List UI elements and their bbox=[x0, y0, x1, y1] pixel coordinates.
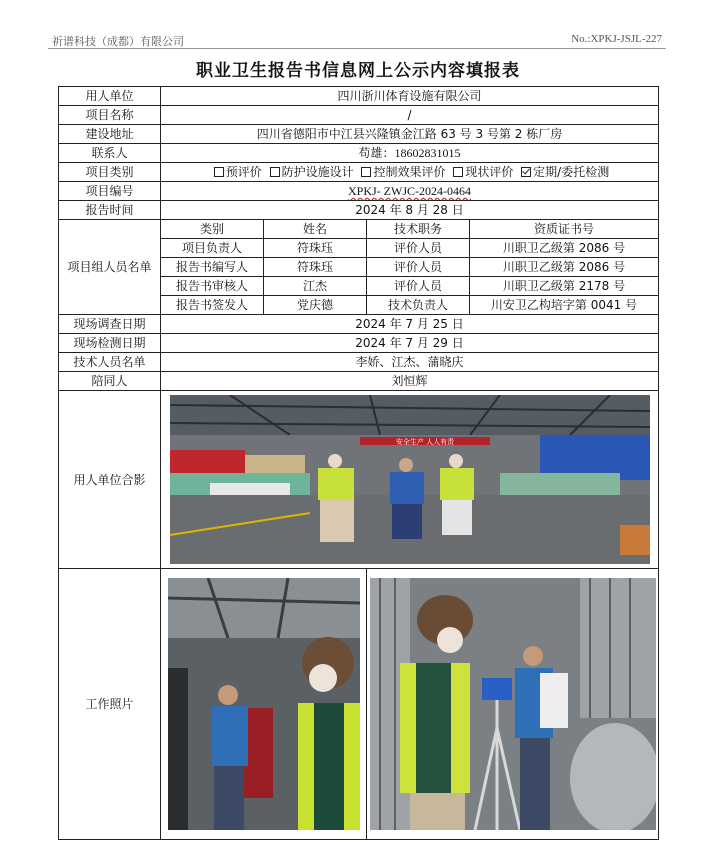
category-option-label: 定期/委托检测 bbox=[533, 165, 610, 179]
category-option-label: 现状评价 bbox=[465, 165, 514, 179]
label-project-no: 项目编号 bbox=[59, 182, 161, 201]
row-report-date bbox=[59, 201, 659, 220]
label-group-photo: 用人单位合影 bbox=[59, 391, 161, 569]
row-project-name bbox=[59, 106, 659, 125]
member-role: 项目负责人 bbox=[161, 239, 264, 258]
value-employer: 四川浙川体育设施有限公司 bbox=[161, 87, 659, 106]
category-option[interactable] bbox=[210, 165, 262, 179]
member-role: 报告书编写人 bbox=[161, 258, 264, 277]
value-contact: 苟雄：18602831015 bbox=[161, 144, 659, 163]
member-title: 评价人员 bbox=[367, 277, 470, 296]
label-members: 项目组人员名单 bbox=[59, 220, 161, 315]
label-project-name: 项目名称 bbox=[59, 106, 161, 125]
row-project-no bbox=[59, 182, 659, 201]
category-options bbox=[161, 163, 659, 182]
row-contact bbox=[59, 144, 659, 163]
value-project-no bbox=[161, 182, 659, 201]
row-survey-date bbox=[59, 315, 659, 334]
label-report-date: 报告时间 bbox=[59, 201, 161, 220]
category-option-label: 防护设施设计 bbox=[281, 165, 354, 179]
header-divider bbox=[48, 48, 666, 49]
category-option[interactable] bbox=[517, 165, 609, 179]
row-accompany bbox=[59, 372, 659, 391]
member-name: 党庆德 bbox=[264, 296, 367, 315]
document-number: No.:XPKJ-JSJL-227 bbox=[571, 33, 662, 45]
value-survey-date: 2024 年 7 月 25 日 bbox=[161, 315, 659, 334]
category-option-label: 预评价 bbox=[225, 165, 262, 179]
checkbox-checked-icon[interactable] bbox=[521, 167, 531, 177]
label-test-date: 现场检测日期 bbox=[59, 334, 161, 353]
member-cert: 川职卫乙级第 2178 号 bbox=[470, 277, 659, 296]
label-address: 建设地址 bbox=[59, 125, 161, 144]
work-photo-1 bbox=[168, 578, 360, 830]
label-category: 项目类别 bbox=[59, 163, 161, 182]
member-name: 符珠珏 bbox=[264, 239, 367, 258]
row-technicians bbox=[59, 353, 659, 372]
checkbox-icon[interactable] bbox=[453, 167, 463, 177]
member-title: 评价人员 bbox=[367, 258, 470, 277]
member-title: 评价人员 bbox=[367, 239, 470, 258]
members-header-name: 姓名 bbox=[264, 220, 367, 239]
label-technicians: 技术人员名单 bbox=[59, 353, 161, 372]
category-option-label: 控制效果评价 bbox=[373, 165, 446, 179]
worker bbox=[212, 685, 248, 830]
row-group-photo bbox=[59, 391, 659, 569]
label-survey-date: 现场调查日期 bbox=[59, 315, 161, 334]
page-title: 职业卫生报告书信息网上公示内容填报表 bbox=[196, 61, 520, 81]
label-contact: 联系人 bbox=[59, 144, 161, 163]
value-address: 四川省德阳市中江县兴隆镇金江路 63 号 3 号第 2 栋厂房 bbox=[161, 125, 659, 144]
category-option[interactable] bbox=[357, 165, 445, 179]
value-project-name: / bbox=[161, 106, 659, 125]
checkbox-icon[interactable] bbox=[214, 167, 224, 177]
inspector bbox=[298, 637, 360, 830]
member-cert: 川职卫乙级第 2086 号 bbox=[470, 258, 659, 277]
factory-banner: 安全生产 人人有责 bbox=[395, 438, 454, 446]
member-title: 技术负责人 bbox=[367, 296, 470, 315]
value-test-date: 2024 年 7 月 29 日 bbox=[161, 334, 659, 353]
members-header-title: 技术职务 bbox=[367, 220, 470, 239]
checkbox-icon[interactable] bbox=[270, 167, 280, 177]
row-address bbox=[59, 125, 659, 144]
company-name: 祈谱科技（成都）有限公司 bbox=[52, 35, 184, 48]
row-work-photos bbox=[59, 569, 659, 840]
category-option[interactable] bbox=[266, 165, 354, 179]
value-technicians: 李娇、江杰、蒲晓庆 bbox=[161, 353, 659, 372]
member-name: 江杰 bbox=[264, 277, 367, 296]
label-work-photos: 工作照片 bbox=[59, 569, 161, 840]
group-photo bbox=[170, 395, 650, 564]
member-cert: 川安卫乙构培字第 0041 号 bbox=[470, 296, 659, 315]
category-option[interactable] bbox=[449, 165, 513, 179]
label-employer: 用人单位 bbox=[59, 87, 161, 106]
row-employer bbox=[59, 87, 659, 106]
value-report-date: 2024 年 8 月 28 日 bbox=[161, 201, 659, 220]
members-header-role: 类别 bbox=[161, 220, 264, 239]
row-members-header bbox=[59, 220, 659, 239]
work-photo-cell-left bbox=[161, 569, 367, 840]
row-test-date bbox=[59, 334, 659, 353]
project-no-text: XPKJ- ZWJC-2024-0464 bbox=[348, 184, 471, 198]
member-role: 报告书签发人 bbox=[161, 296, 264, 315]
member-cert: 川职卫乙级第 2086 号 bbox=[470, 239, 659, 258]
checkbox-icon[interactable] bbox=[361, 167, 371, 177]
work-photo-2 bbox=[370, 578, 656, 830]
work-photo-cell-right bbox=[367, 569, 659, 840]
row-category bbox=[59, 163, 659, 182]
members-header-cert: 资质证书号 bbox=[470, 220, 659, 239]
value-accompany: 刘恒辉 bbox=[161, 372, 659, 391]
label-accompany: 陪同人 bbox=[59, 372, 161, 391]
member-name: 符珠珏 bbox=[264, 258, 367, 277]
member-role: 报告书审核人 bbox=[161, 277, 264, 296]
group-photo-cell bbox=[161, 391, 659, 569]
info-table bbox=[58, 86, 659, 840]
